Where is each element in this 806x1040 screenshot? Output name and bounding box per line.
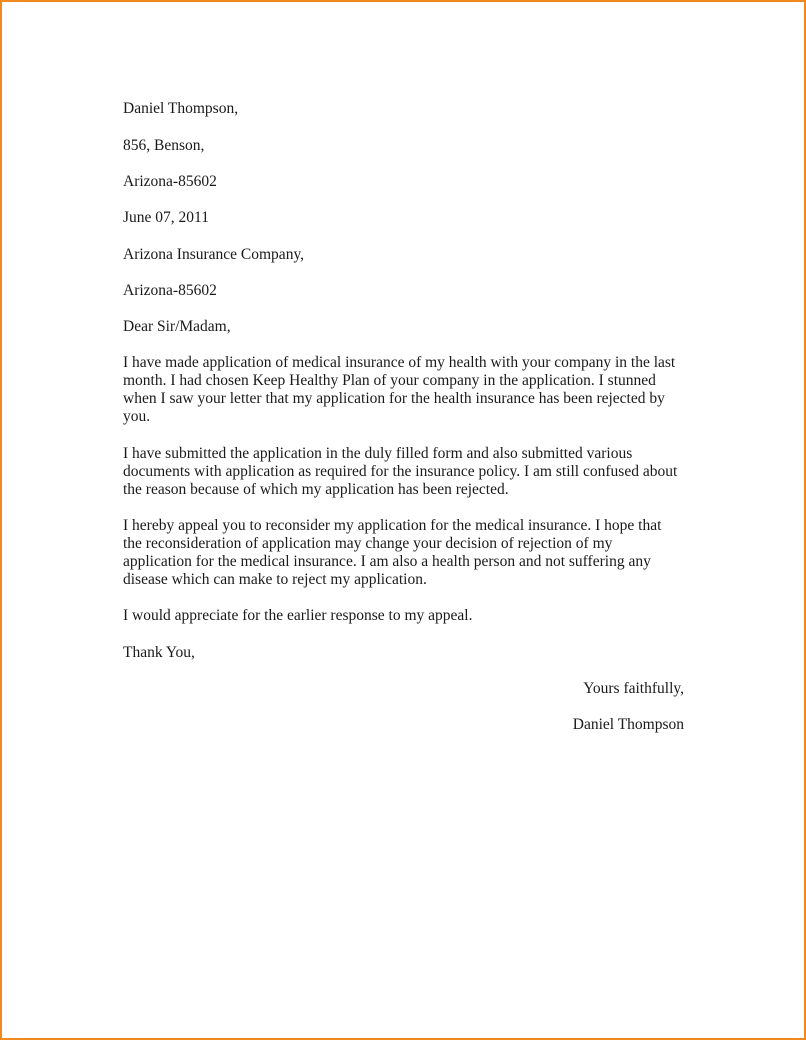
sender-city: Arizona-85602 <box>123 173 217 190</box>
letter-date: June 07, 2011 <box>123 209 209 226</box>
paragraph-line: I have submitted the application in the duly filled form and also submitted various <box>123 445 633 462</box>
paragraph-line: I have made application of medical insurance of my health with your company in the last <box>123 354 676 371</box>
closing: Yours faithfully, <box>583 680 684 697</box>
body-paragraph-3 <box>123 517 693 589</box>
signature-name: Daniel Thompson <box>572 716 684 733</box>
paragraph-line: documents with application as required for the insurance policy. I am still confused about <box>123 463 678 480</box>
body-paragraph-4 <box>123 607 693 625</box>
body-paragraph-1 <box>123 354 693 426</box>
paragraph-line: month. I had chosen Keep Healthy Plan of your company in the application. I stunned <box>123 372 656 389</box>
paragraph-line: when I saw your letter that my application for the health insurance has been rejected by <box>123 390 665 407</box>
paragraph-line: I hereby appeal you to reconsider my application for the medical insurance. I hope that <box>123 517 662 534</box>
paragraph-line: the reconsideration of application may change your decision of rejection of my <box>123 535 613 552</box>
recipient-city: Arizona-85602 <box>123 282 217 299</box>
body-paragraph-2 <box>123 445 693 499</box>
salutation: Dear Sir/Madam, <box>123 318 231 335</box>
paragraph-line: you. <box>123 408 151 425</box>
paragraph-line: I would appreciate for the earlier response to my appeal. <box>123 607 473 624</box>
paragraph-line: application for the medical insurance. I am also a health person and not suffering any <box>123 553 651 570</box>
thanks-line: Thank You, <box>123 644 195 661</box>
paragraph-line: the reason because of which my application has been rejected. <box>123 481 509 498</box>
sender-name: Daniel Thompson, <box>123 100 239 117</box>
sender-street: 856, Benson, <box>123 137 205 154</box>
recipient-name: Arizona Insurance Company, <box>123 246 305 263</box>
paragraph-line: disease which can make to reject my application. <box>123 571 427 588</box>
